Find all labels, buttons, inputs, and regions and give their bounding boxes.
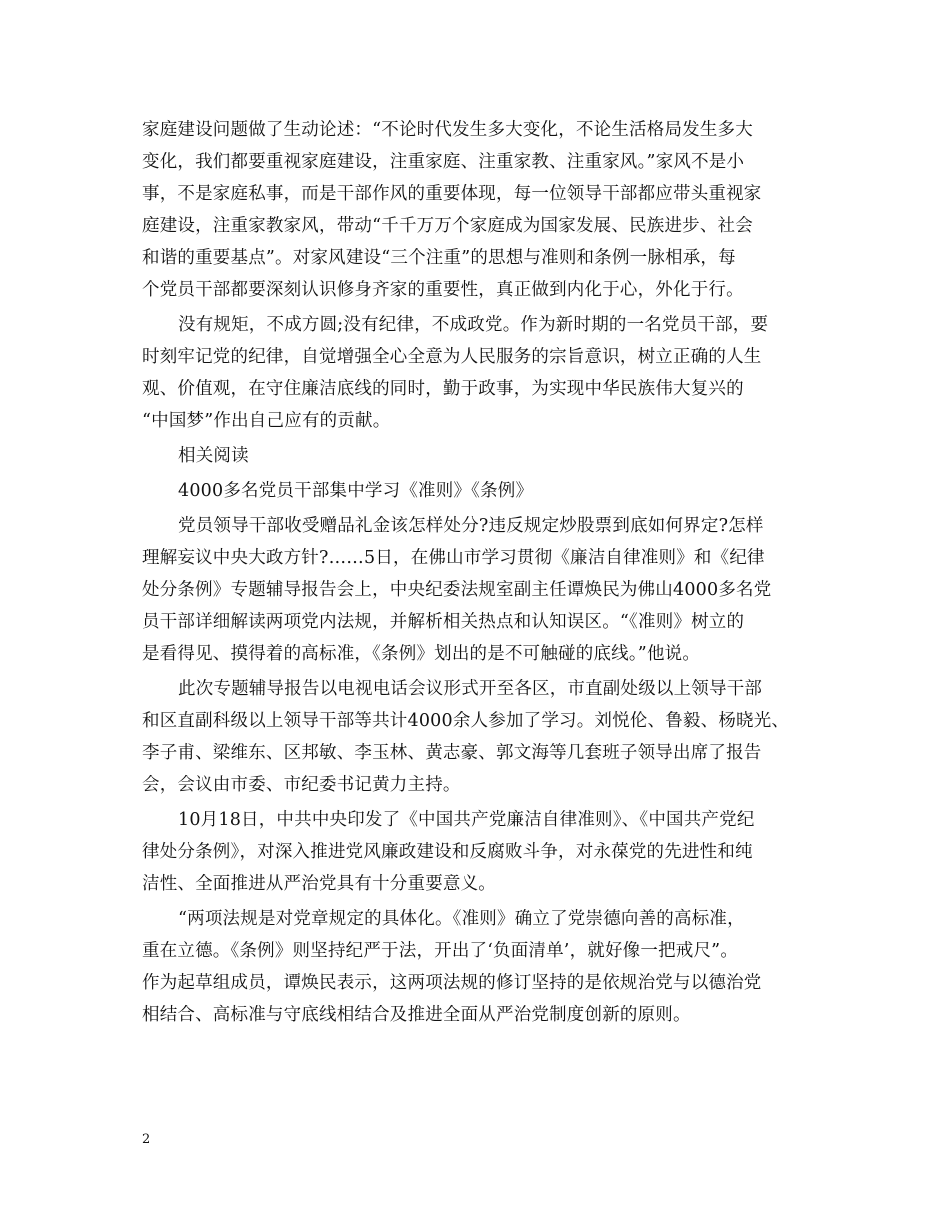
- text-line: 庭建设，注重家教家风，带动“千千万万个家庭成为国家发展、民族进步、社会: [142, 216, 753, 236]
- text-line: 是看得见、摸得着的高标准，《条例》划出的是不可触碰的底线。”他说。: [142, 644, 701, 664]
- text-line: 事，不是家庭私事，而是干部作风的重要体现，每一位领导干部都应带头重视家: [142, 184, 762, 204]
- text-line: 和区直副科级以上领导干部等共计4000余人参加了学习。刘悦伦、鲁毅、杨晓光、: [142, 711, 790, 731]
- text-line: 变化，我们都要重视家庭建设，注重家庭、注重家教、注重家风。”家风不是小: [142, 152, 745, 172]
- page-number: 2: [142, 1132, 151, 1147]
- paragraph-first-line: 相关阅读: [178, 446, 249, 466]
- text-line: 作为起草组成员，谭焕民表示，这两项法规的修订坚持的是依规治党与以德治党: [142, 973, 762, 993]
- paragraph-first-line: 10月18日，中共中央印发了《中国共产党廉洁自律准则》、《中国共产党纪: [178, 810, 755, 830]
- text-line: 相结合、高标准与守底线相结合及推进全面从严治党制度创新的原则。: [142, 1005, 691, 1025]
- text-line: 处分条例》专题辅导报告会上，中央纪委法规室副主任谭焕民为佛山4000多名党: [142, 580, 772, 600]
- text-line: 理解妄议中央大政方针?……5日，在佛山市学习贯彻《廉洁自律准则》和《纪律: [142, 548, 765, 568]
- text-line: “中国梦”作出自己应有的贡献。: [142, 411, 391, 431]
- text-line: 李子甫、梁维东、区邦敏、李玉林、黄志豪、郭文海等几套班子领导出席了报告: [142, 743, 762, 763]
- text-line: 会，会议由市委、市纪委书记黄力主持。: [142, 775, 461, 795]
- paragraph-first-line: 党员领导干部收受赠品礼金该怎样处分?违反规定炒股票到底如何界定?怎样: [178, 516, 764, 536]
- paragraph-first-line: “两项法规是对党章规定的具体化。《准则》确立了党崇德向善的高标准，: [178, 909, 745, 929]
- text-line: 重在立德。《条例》则坚持纪严于法，开出了‘负面清单’，就好像一把戒尺”。: [142, 941, 739, 961]
- body-text: [142, 114, 822, 1031]
- paragraph-first-line: 没有规矩，不成方圆;没有纪律，不成政党。作为新时期的一名党员干部，要: [178, 315, 769, 335]
- text-line: 和谐的重要基点”。对家风建设“三个注重”的思想与准则和条例一脉相承，每: [142, 248, 736, 268]
- paragraph-first-line: 此次专题辅导报告以电视电话会议形式开至各区，市直副处级以上领导干部: [178, 679, 763, 699]
- text-line: 观、价值观，在守住廉洁底线的同时，勤于政事，为实现中华民族伟大复兴的: [142, 379, 744, 399]
- text-line: 员干部详细解读两项党内法规，并解析相关热点和认知误区。“《准则》树立的: [142, 612, 745, 632]
- paragraph-first-line: 4000多名党员干部集中学习《准则》《条例》: [178, 481, 534, 501]
- text-line: 时刻牢记党的纪律，自觉增强全心全意为人民服务的宗旨意识，树立正确的人生: [142, 347, 762, 367]
- text-line: 家庭建设问题做了生动论述：“不论时代发生多大变化，不论生活格局发生多大: [142, 120, 753, 140]
- text-line: 个党员干部都要深刻认识修身齐家的重要性，真正做到内化于心，外化于行。: [142, 280, 744, 300]
- text-line: 洁性、全面推进从严治党具有十分重要意义。: [142, 874, 496, 894]
- text-line: 律处分条例》，对深入推进党风廉政建设和反腐败斗争，对永葆党的先进性和纯: [142, 842, 753, 862]
